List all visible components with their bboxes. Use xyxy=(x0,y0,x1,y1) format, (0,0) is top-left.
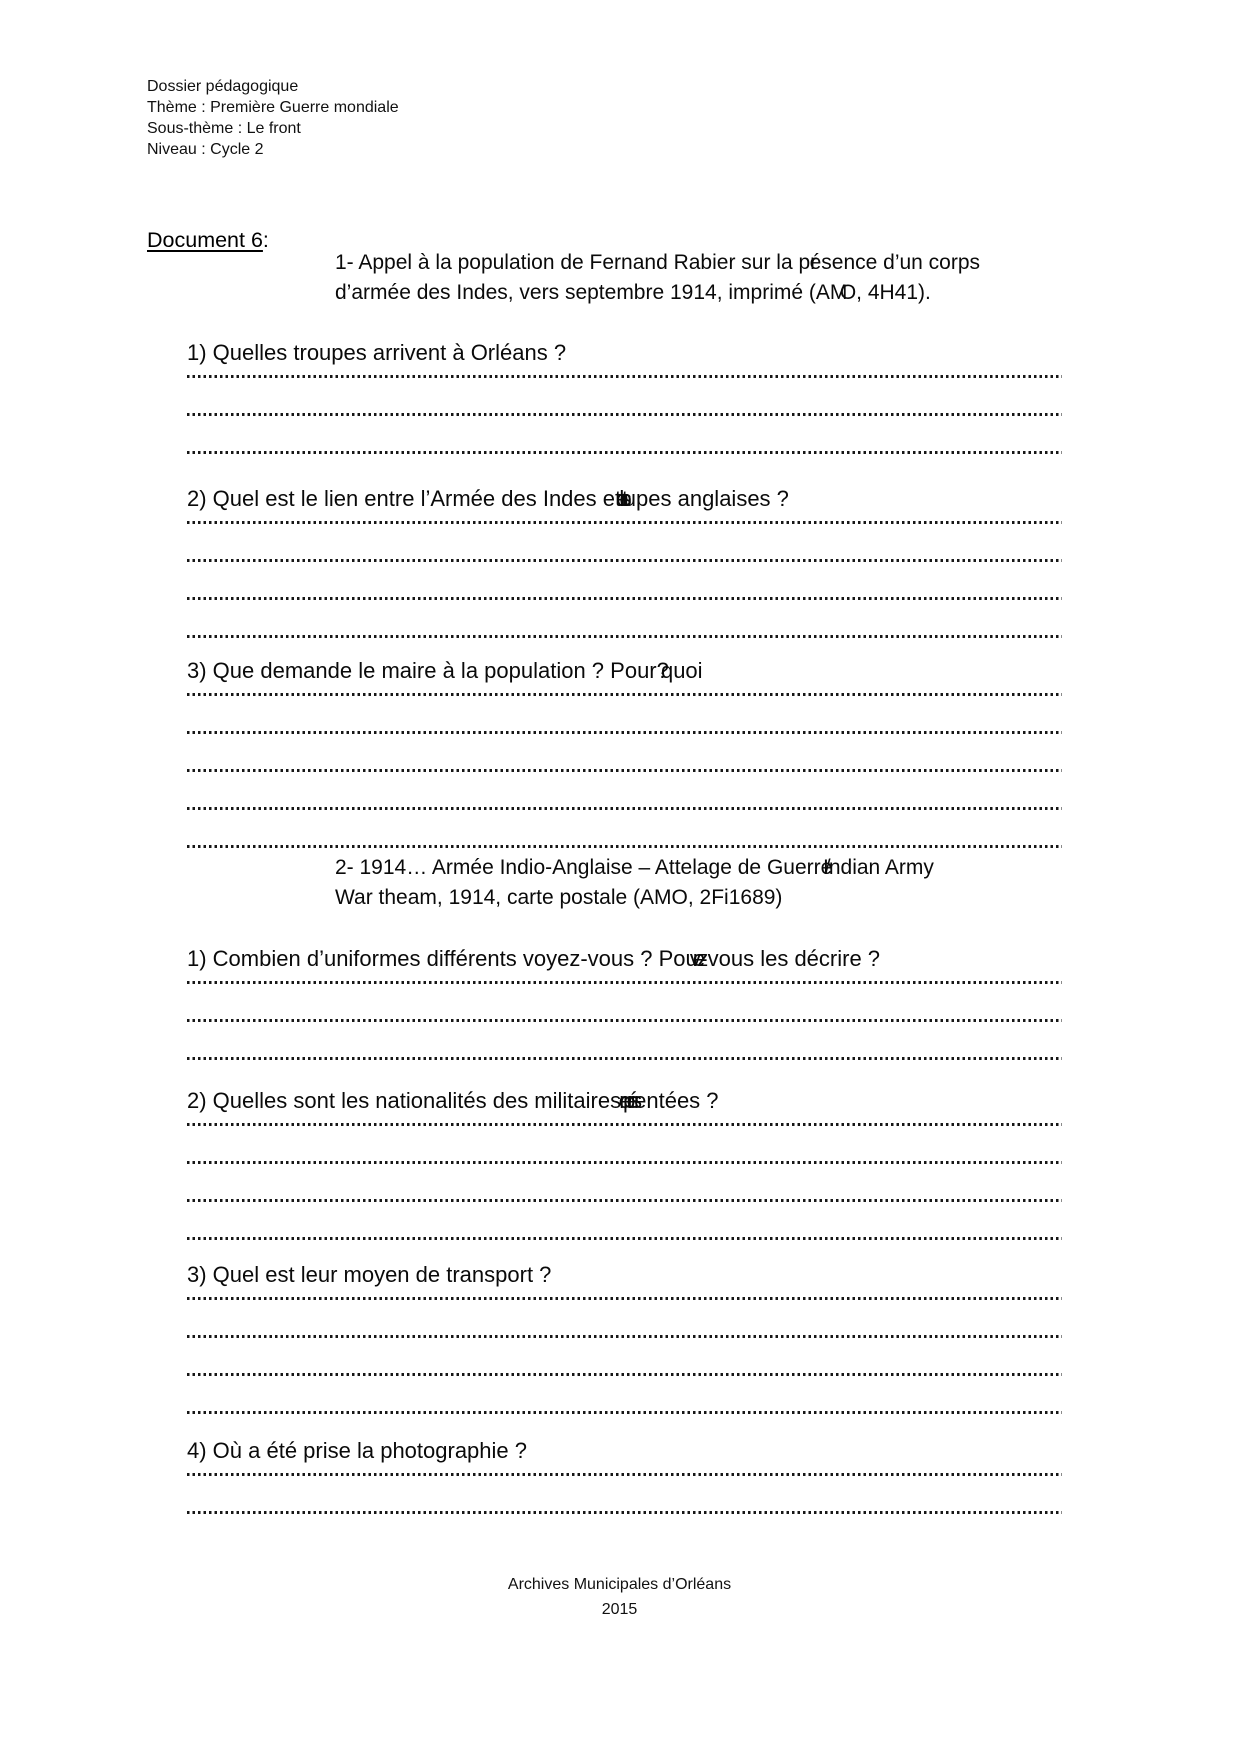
question-text-1-3 xyxy=(187,658,1067,684)
answer-dotted-line xyxy=(187,1335,1062,1365)
question-text-2-2 xyxy=(187,1088,1067,1114)
answer-area xyxy=(187,981,1067,1087)
answer-dotted-line xyxy=(187,1057,1062,1087)
text-segment: ntées ? xyxy=(646,1088,719,1113)
answer-dotted-line xyxy=(187,769,1062,799)
header-line-dossier: Dossier pédagogique xyxy=(147,78,299,95)
answer-dotted-line xyxy=(187,1373,1062,1403)
answer-area xyxy=(187,375,1067,481)
answer-dotted-line xyxy=(187,521,1062,551)
text-segment-condensed: représe xyxy=(621,1088,639,1113)
answer-dotted-line xyxy=(187,693,1062,723)
answer-dotted-line xyxy=(187,1123,1062,1153)
answer-dotted-line xyxy=(187,413,1062,443)
document-title: Document 6 xyxy=(147,228,263,252)
document-title-colon: : xyxy=(262,228,269,252)
text-segment: 3) Que demande le maire à la population ? Pour xyxy=(187,658,657,683)
text-segment: 2) Quelles sont les nationalités des militaires xyxy=(187,1088,622,1113)
text-segment: 1- Appel à la population de Fernand Rabier sur la p xyxy=(335,251,811,274)
text-segment-condensed: MO xyxy=(829,281,849,304)
answer-dotted-line xyxy=(187,1161,1062,1191)
text-segment: 3) Quel est leur moyen de transport ? xyxy=(187,1262,552,1287)
text-segment-condensed: ré xyxy=(810,251,814,274)
answer-area xyxy=(187,521,1067,665)
question-group-2-3 xyxy=(187,1262,1067,1441)
caption-line xyxy=(335,248,980,278)
text-segment-condensed: les trou xyxy=(621,486,629,511)
answer-dotted-line xyxy=(187,1411,1062,1441)
header-line-niveau: Niveau : Cycle 2 xyxy=(147,141,264,158)
text-segment-condensed: uvez- xyxy=(685,946,700,971)
text-segment: d’armée des Indes, vers septembre 1914, imprimé (A xyxy=(335,281,830,304)
question-group-1-2 xyxy=(187,486,1067,665)
text-segment: 1) Quelles troupes arrivent à Orléans ? xyxy=(187,340,567,365)
text-segment: 4) Où a été prise la photographie ? xyxy=(187,1438,528,1463)
answer-dotted-line xyxy=(187,1473,1062,1503)
answer-area xyxy=(187,1123,1067,1267)
answer-dotted-line xyxy=(187,1511,1062,1541)
answer-dotted-line xyxy=(187,1297,1062,1327)
caption-line xyxy=(335,883,934,913)
text-segment-condensed: ?q xyxy=(656,658,666,683)
text-segment: pes anglaises ? xyxy=(636,486,789,511)
document-header xyxy=(147,76,399,160)
answer-dotted-line xyxy=(187,1019,1062,1049)
question-text-2-3 xyxy=(187,1262,1067,1288)
text-segment: sence d’un corps xyxy=(821,251,981,274)
text-segment: 2- 1914… Armée Indio-Anglaise – Attelage de Guerr xyxy=(335,856,821,879)
header-line-theme: Thème : Première Guerre mondiale xyxy=(147,99,399,116)
answer-dotted-line xyxy=(187,807,1062,837)
question-text-2-4 xyxy=(187,1438,1067,1464)
text-segment: 1) Combien d’uniformes différents voyez-vous ? Po xyxy=(187,946,686,971)
caption-line xyxy=(335,853,934,883)
question-group-2-2 xyxy=(187,1088,1067,1267)
question-group-1-1 xyxy=(187,340,1067,481)
text-segment: ndian Army xyxy=(828,856,934,879)
header-line-sous-theme: Sous-thème : Le front xyxy=(147,120,301,137)
answer-dotted-line xyxy=(187,981,1062,1011)
text-segment: vous les décrire ? xyxy=(707,946,881,971)
caption-document-1 xyxy=(335,248,980,308)
document-footer xyxy=(0,1572,1239,1622)
text-segment: uoi xyxy=(673,658,703,683)
answer-dotted-line xyxy=(187,559,1062,589)
question-text-1-2 xyxy=(187,486,1067,512)
text-segment: War theam, 1914, carte postale (AMO, 2Fi1689) xyxy=(335,886,783,909)
answer-dotted-line xyxy=(187,451,1062,481)
question-text-2-1 xyxy=(187,946,1067,972)
footer-year: 2015 xyxy=(601,1601,638,1618)
answer-area xyxy=(187,693,1067,875)
answer-dotted-line xyxy=(187,597,1062,627)
document-title-row xyxy=(147,228,269,253)
answer-dotted-line xyxy=(187,375,1062,405)
text-segment: 2) Quel est le lien entre l’Armée des Indes et xyxy=(187,486,622,511)
question-group-2-1 xyxy=(187,946,1067,1087)
answer-dotted-line xyxy=(187,1199,1062,1229)
answer-area xyxy=(187,1297,1067,1441)
answer-dotted-line xyxy=(187,731,1062,761)
question-group-2-4 xyxy=(187,1438,1067,1541)
caption-document-2 xyxy=(335,853,934,913)
question-text-1-1 xyxy=(187,340,1067,366)
question-group-1-3 xyxy=(187,658,1067,875)
answer-area xyxy=(187,1473,1067,1541)
footer-archive-name: Archives Municipales d’Orléans xyxy=(507,1576,732,1593)
caption-line xyxy=(335,278,980,308)
text-segment: , 4H41). xyxy=(856,281,931,304)
text-segment-condensed: e/I xyxy=(820,856,822,879)
